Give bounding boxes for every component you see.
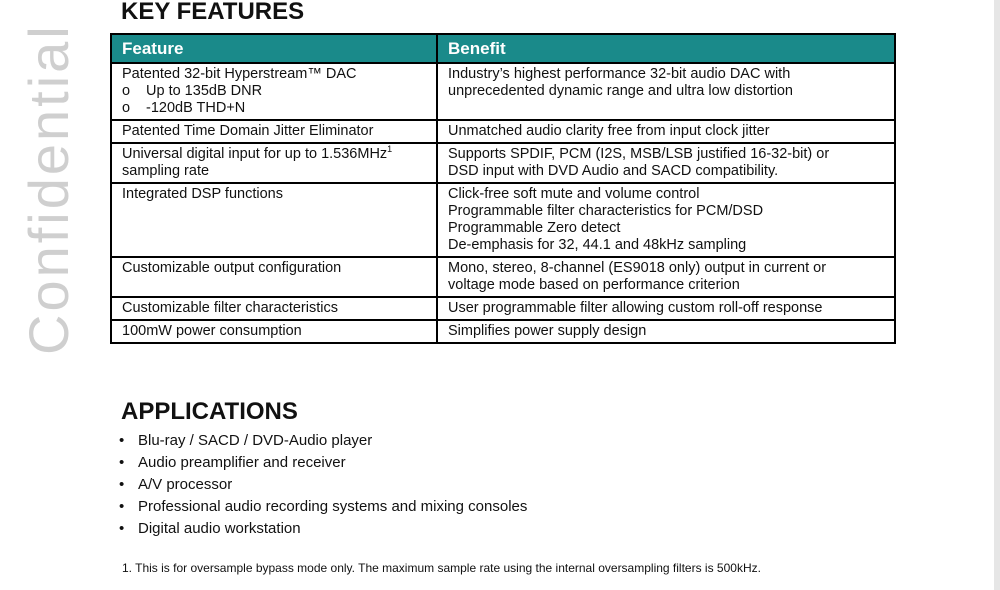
bullet-icon: • xyxy=(119,432,125,449)
benefit-cell xyxy=(437,63,895,120)
list-item xyxy=(119,430,527,452)
benefit-line: De-emphasis for 32, 44.1 and 48kHz sampling xyxy=(448,237,747,253)
list-item xyxy=(119,452,527,474)
table-header-row xyxy=(111,34,895,63)
benefit-line: unprecedented dynamic range and ultra low distortion xyxy=(448,83,793,99)
feature-text: Patented 32-bit Hyperstream™ DAC xyxy=(122,66,357,82)
table-row xyxy=(111,257,895,297)
bullet-icon: • xyxy=(119,520,125,537)
feature-text: Customizable filter characteristics xyxy=(122,300,338,316)
sub-bullet: o xyxy=(122,83,131,99)
bullet-icon: • xyxy=(119,454,125,471)
footnote: 1. This is for oversample bypass mode only. The maximum sample rate using the internal oversampling filters is 500kHz. xyxy=(122,561,761,575)
feature-subitem xyxy=(122,83,428,100)
features-table xyxy=(110,33,896,344)
benefit-line: Industry’s highest performance 32-bit audio DAC with xyxy=(448,66,791,82)
benefit-cell xyxy=(437,143,895,183)
list-item-text: Audio preamplifier and receiver xyxy=(138,454,346,471)
feature-cell xyxy=(111,63,437,120)
feature-column-header: Feature xyxy=(111,34,437,63)
list-item-text: Professional audio recording systems and mixing consoles xyxy=(138,498,528,515)
benefit-line: Click-free soft mute and volume control xyxy=(448,186,700,202)
feature-cell xyxy=(111,143,437,183)
feature-text: Integrated DSP functions xyxy=(122,186,283,202)
benefit-line: Programmable Zero detect xyxy=(448,220,621,236)
feature-subitem-text: -120dB THD+N xyxy=(146,100,246,116)
table-row xyxy=(111,183,895,257)
benefit-line: Mono, stereo, 8-channel (ES9018 only) output in current or xyxy=(448,260,827,276)
benefit-cell xyxy=(437,320,895,343)
bullet-icon: • xyxy=(119,498,125,515)
feature-cell xyxy=(111,183,437,257)
table-row xyxy=(111,143,895,183)
benefit-cell xyxy=(437,120,895,143)
benefit-line: Programmable filter characteristics for PCM/DSD xyxy=(448,203,764,219)
benefit-line: User programmable filter allowing custom roll-off response xyxy=(448,300,823,316)
list-item-text: A/V processor xyxy=(138,476,233,493)
feature-subitem xyxy=(122,100,428,117)
feature-cell xyxy=(111,297,437,320)
benefit-cell xyxy=(437,183,895,257)
benefit-line: voltage mode based on performance criterion xyxy=(448,277,740,293)
table-row xyxy=(111,297,895,320)
feature-text-line2: sampling rate xyxy=(122,163,210,179)
feature-text: Patented Time Domain Jitter Eliminator xyxy=(122,123,374,139)
feature-text-main: Universal digital input for up to 1.536MHz xyxy=(122,146,388,162)
feature-cell xyxy=(111,120,437,143)
feature-text xyxy=(122,146,428,163)
table-row xyxy=(111,63,895,120)
applications-heading: APPLICATIONS xyxy=(121,398,298,425)
applications-list xyxy=(119,430,527,540)
key-features-heading: KEY FEATURES xyxy=(121,0,305,25)
feature-text: Customizable output configuration xyxy=(122,260,342,276)
confidential-watermark: Confidential xyxy=(17,23,80,355)
list-item-text: Digital audio workstation xyxy=(138,520,301,537)
table-row xyxy=(111,120,895,143)
table-row xyxy=(111,320,895,343)
benefit-cell xyxy=(437,257,895,297)
list-item xyxy=(119,474,527,496)
bullet-icon: • xyxy=(119,476,125,493)
benefit-line: Supports SPDIF, PCM (I2S, MSB/LSB justified 16-32-bit) or xyxy=(448,146,830,162)
list-item xyxy=(119,518,527,540)
feature-cell xyxy=(111,257,437,297)
list-item-text: Blu-ray / SACD / DVD-Audio player xyxy=(138,432,373,449)
benefit-line: Simplifies power supply design xyxy=(448,323,647,339)
benefit-cell xyxy=(437,297,895,320)
feature-text: 100mW power consumption xyxy=(122,323,302,339)
page-edge xyxy=(994,0,1000,590)
sub-bullet: o xyxy=(122,100,131,116)
feature-cell xyxy=(111,320,437,343)
benefit-line: Unmatched audio clarity free from input clock jitter xyxy=(448,123,770,139)
benefit-line: DSD input with DVD Audio and SACD compatibility. xyxy=(448,163,779,179)
benefit-column-header: Benefit xyxy=(437,34,895,63)
feature-subitem-text: Up to 135dB DNR xyxy=(146,83,263,99)
list-item xyxy=(119,496,527,518)
footnote-marker: 1 xyxy=(387,144,393,155)
